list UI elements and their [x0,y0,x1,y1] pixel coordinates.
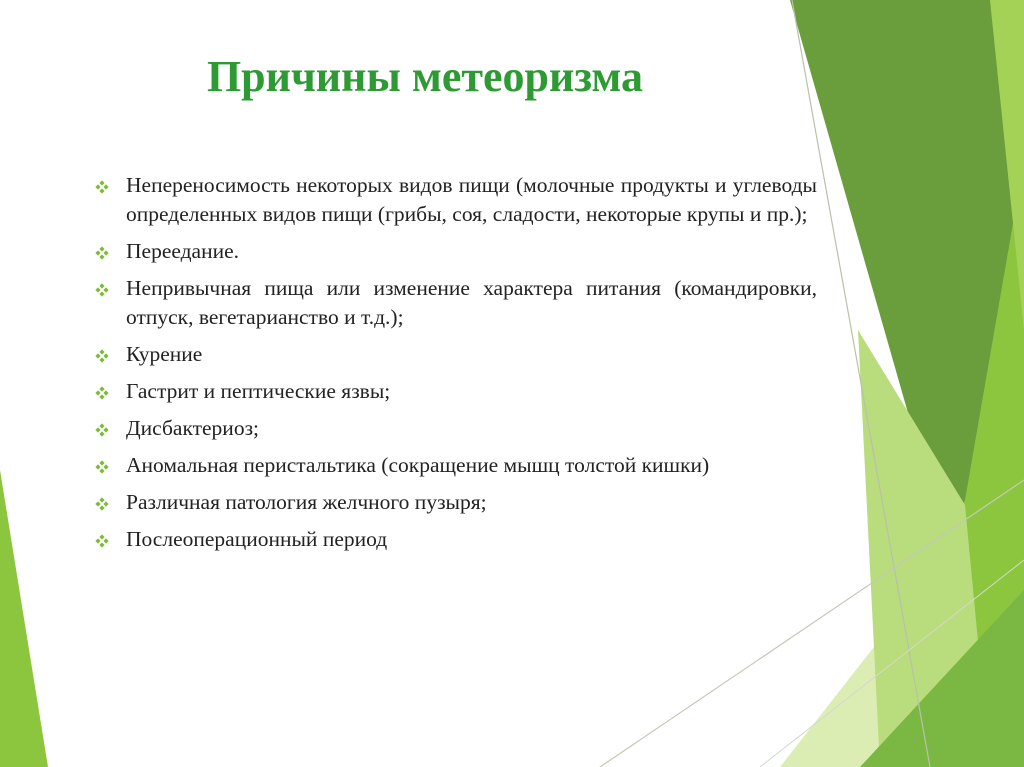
bullet-item [93,451,817,480]
four-diamond-bullet-icon [95,386,109,400]
bullet-item [93,340,817,369]
bullet-text: Различная патология желчного пузыря; [126,490,487,514]
slide-title: Причины метеоризма [206,52,644,101]
bullet-text: Гастрит и пептические язвы; [126,379,391,403]
four-diamond-bullet-icon [95,246,109,260]
four-diamond-bullet-icon [95,497,109,511]
bullet-text: Непривычная пища или изменение характера питания (командировки, отпуск, вегетарианство и т.д.); [126,276,817,329]
bullet-item [93,171,817,229]
four-diamond-bullet-icon [95,534,109,548]
bullet-item [93,237,817,266]
bullet-item [93,377,817,406]
bullet-item [93,525,817,554]
bullet-text: Курение [126,342,203,366]
four-diamond-bullet-icon [95,180,109,194]
bullet-text: Послеоперационный период [126,527,388,551]
four-diamond-bullet-icon [95,460,109,474]
bullet-text: Аномальная перистальтика (сокращение мышц толстой кишки) [126,453,710,477]
left-green-stripe [0,470,48,767]
bullet-item [93,414,817,443]
bullet-text: Переедание. [126,239,240,263]
bullet-item [93,488,817,517]
four-diamond-bullet-icon [95,349,109,363]
four-diamond-bullet-icon [95,423,109,437]
bullet-item [93,274,817,332]
four-diamond-bullet-icon [95,283,109,297]
bullet-text: Дисбактериоз; [126,416,260,440]
bullet-text: Непереносимость некоторых видов пищи (молочные продукты и углеводы определенных видов пищи (грибы, соя, сладости, некоторые крупы и пр.); [126,173,817,226]
bullet-list [93,171,817,562]
